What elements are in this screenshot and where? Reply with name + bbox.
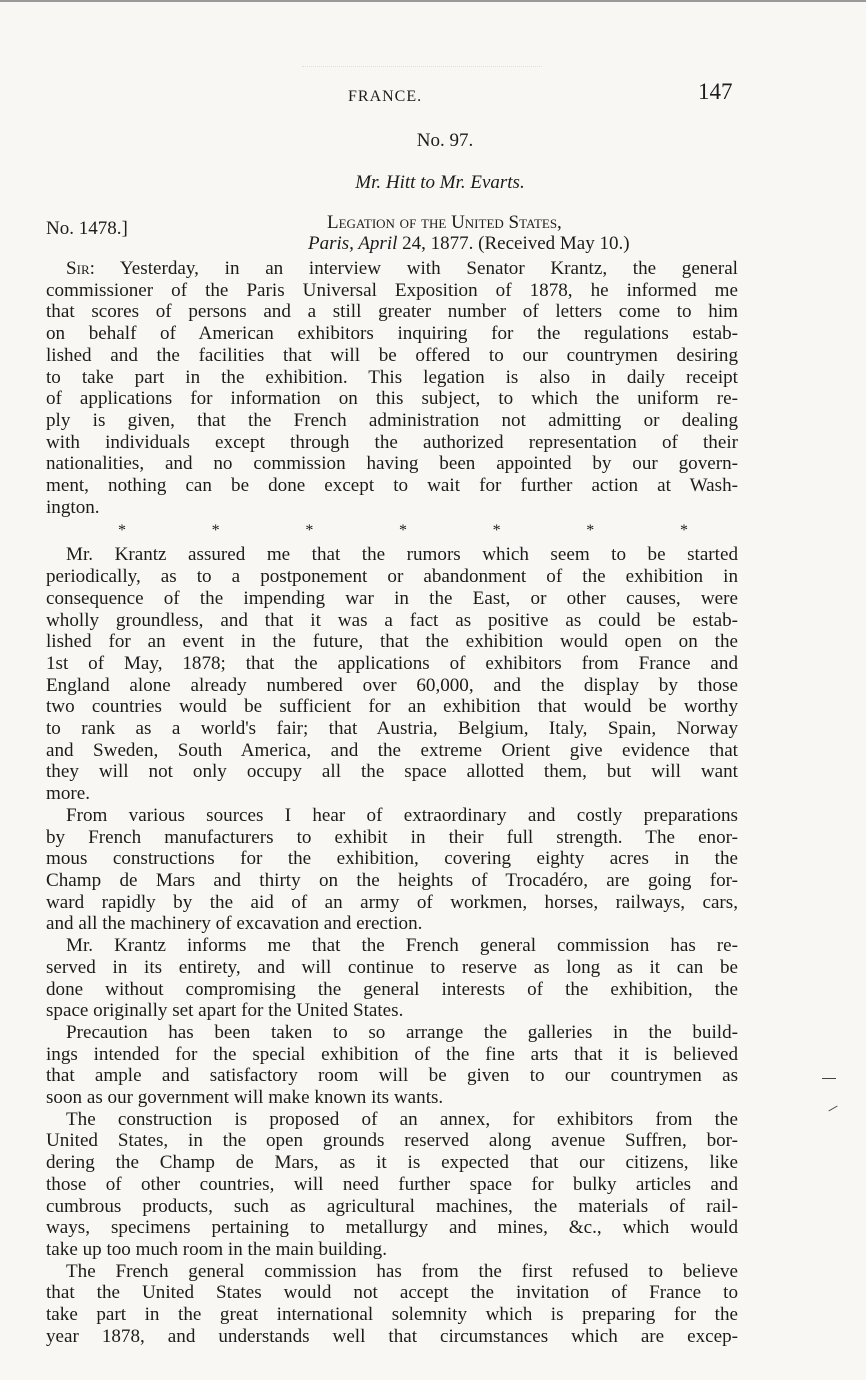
scan-smudge <box>302 66 542 75</box>
text-line: with individuals except through the authorized representation of their <box>46 431 738 453</box>
text-line: ment, nothing can be done except to wait for further action at Wash- <box>46 475 738 497</box>
text-line: periodically, as to a postponement or abandonment of the exhibition in <box>46 566 738 588</box>
star: * <box>211 522 220 540</box>
text-line: two countries would be sufficient for an exhibition that would be worthy <box>46 696 738 718</box>
text-line: commissioner of the Paris Universal Exposition of 1878, he informed me <box>46 279 738 301</box>
text-line: those of other countries, will need further space for bulky articles and <box>46 1173 738 1195</box>
text-line: on behalf of American exhibitors inquiring for the regulations estab- <box>46 323 738 345</box>
text-line: ways, specimens pertaining to metallurgy and mines, &c., which would <box>46 1217 738 1239</box>
star: * <box>679 522 688 540</box>
paragraph-6 <box>46 1109 738 1261</box>
text-line: Sir: Yesterday, in an interview with Senator Krantz, the general <box>66 258 738 279</box>
elision-stars <box>46 518 738 544</box>
text-line: ward rapidly by the aid of an army of workmen, horses, railways, cars, <box>46 891 738 913</box>
text-line: nationalities, and no commission having been appointed by our govern- <box>46 453 738 475</box>
dateline-received: 24, 1877. (Received May 10.) <box>397 233 630 254</box>
paragraph-5 <box>46 1022 738 1109</box>
dateline-legation: Legation of the United States, <box>327 212 562 233</box>
star: * <box>305 522 314 540</box>
text-line: that the United States would not accept the invitation of France to <box>46 1282 738 1304</box>
text-line: ply is given, that the French administration not admitting or dealing <box>46 409 738 431</box>
document-number: No. 97. <box>416 130 474 151</box>
text-line: mous constructions for the exhibition, covering eighty acres in the <box>46 848 738 870</box>
text-line: to take part in the exhibition. This legation is also in daily receipt <box>46 366 738 388</box>
dateline-date <box>308 233 630 255</box>
dateline-place: Paris, April <box>308 233 398 254</box>
text-line: they will not only occupy all the space allotted them, but will want <box>46 761 738 783</box>
text-line: Champ de Mars and thirty on the heights of Trocadéro, are going for- <box>46 869 738 891</box>
text-line: served in its entirety, and will continue to reserve as long as it can be <box>46 956 738 978</box>
letter-body <box>46 258 738 1347</box>
text-line: The construction is proposed of an annex, for exhibitors from the <box>66 1108 738 1130</box>
text-line: Mr. Krantz informs me that the French general commission has re- <box>66 935 738 957</box>
scan-edge-line <box>0 0 866 2</box>
paragraph-2 <box>46 544 738 804</box>
paragraph-3 <box>46 805 738 935</box>
text-line: and Sweden, South America, and the extreme Orient give evidence that <box>46 739 738 761</box>
star: * <box>492 522 501 540</box>
text-line: lished and the facilities that will be offered to our countrymen desiring <box>46 344 738 366</box>
margin-mark <box>828 1106 837 1112</box>
text-line: year 1878, and understands well that circumstances which are excep- <box>46 1325 738 1347</box>
text-line: ings intended for the special exhibition of the fine arts that it is believed <box>46 1043 738 1065</box>
text-line: take up too much room in the main building. <box>46 1238 387 1260</box>
document-title: Mr. Hitt to Mr. Evarts. <box>355 172 525 193</box>
text-line: 1st of May, 1878; that the applications of exhibitors from France and <box>46 652 738 674</box>
text-line: consequence of the impending war in the East, or other causes, were <box>46 587 738 609</box>
text-line: that scores of persons and a still greater number of letters come to him <box>46 301 738 323</box>
paragraph-4 <box>46 935 738 1022</box>
text-line: cumbrous products, such as agricultural machines, the materials of rail- <box>46 1195 738 1217</box>
text-line: United States, in the open grounds reserved along avenue Suffren, bor- <box>46 1130 738 1152</box>
text-line: more. <box>46 783 91 805</box>
text-line: ington. <box>46 496 100 518</box>
text-line: of applications for information on this subject, to which the uniform re- <box>46 388 738 410</box>
star: * <box>118 522 126 540</box>
text-line: that ample and satisfactory room will be given to our countrymen as <box>46 1065 738 1087</box>
text-line: soon as our government will make known its wants. <box>46 1087 444 1109</box>
text-line: by French manufacturers to exhibit in their full strength. The enor- <box>46 826 738 848</box>
text-line: take part in the great international solemnity which is preparing for the <box>46 1304 738 1326</box>
text-line: The French general commission has from the first refused to believe <box>66 1260 738 1282</box>
paragraph-7 <box>46 1261 738 1348</box>
text-line: From various sources I hear of extraordinary and costly preparations <box>66 804 738 826</box>
text-line: England alone already numbered over 60,000, and the display by those <box>46 674 738 696</box>
text-line: dering the Champ de Mars, as it is expected that our citizens, like <box>46 1152 738 1174</box>
dispatch-number: No. 1478.] <box>46 218 128 239</box>
text-line: Precaution has been taken to so arrange the galleries in the build- <box>66 1021 738 1043</box>
text-line: done without compromising the general interests of the exhibition, the <box>46 978 738 1000</box>
paragraph-1 <box>46 258 738 518</box>
star: * <box>398 522 407 540</box>
margin-mark <box>822 1078 836 1079</box>
salutation: Sir: <box>66 258 95 279</box>
star: * <box>586 522 595 540</box>
running-head: FRANCE. <box>348 88 423 105</box>
text-line: wholly groundless, and that it was a fact as positive as could be estab- <box>46 609 738 631</box>
text-line: Mr. Krantz assured me that the rumors which seem to be started <box>66 544 738 566</box>
text-line: space originally set apart for the United States. <box>46 1000 404 1022</box>
text-line: to rank as a world's fair; that Austria, Belgium, Italy, Spain, Norway <box>46 718 738 740</box>
text-line: and all the machinery of excavation and erection. <box>46 913 423 935</box>
page-number: 147 <box>698 79 733 104</box>
text-line: lished for an event in the future, that the exhibition would open on the <box>46 631 738 653</box>
